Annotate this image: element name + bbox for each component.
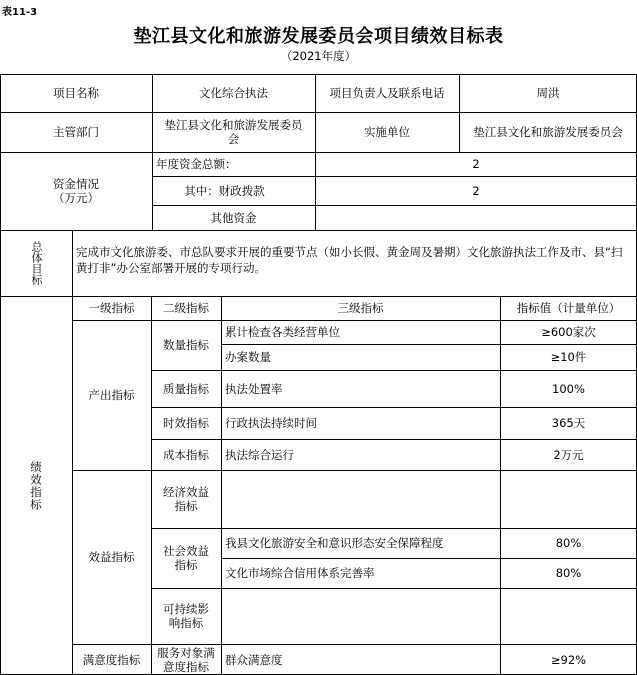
grid-line [0, 296, 637, 297]
indicator-name: 我县文化旅游安全和意识形态安全保障程度 [225, 536, 444, 550]
header-value: 指标值（计量单位） [516, 301, 621, 315]
other-funds-value [315, 205, 637, 230]
header-level2: 二级指标 [163, 301, 209, 315]
quality-indicators-label: 质量指标 [163, 381, 209, 396]
indicator-name: 行政执法持续时间 [225, 416, 317, 430]
grid-line [0, 152, 637, 153]
grid-line [500, 296, 501, 675]
indicator-value [500, 470, 637, 528]
header-level1: 一级指标 [88, 301, 135, 315]
service-satisfaction-label: 服务对象满意度指标 [157, 645, 215, 674]
table-number: 表11-3 [2, 7, 38, 18]
dept-label: 主管部门 [53, 125, 99, 139]
grid-line [221, 296, 222, 675]
grid-line [0, 74, 637, 75]
grid-line [152, 74, 153, 230]
sustainability-label: 可持续影响指标 [163, 602, 209, 630]
fiscal-funds-label: 其中：财政拨款 [184, 183, 265, 198]
indicator-value: 80% [555, 566, 582, 580]
overall-goal-text: 完成市文化旅游委、市总队要求开展的重要节点（如小长假、黄金周及暑期）文化旅游执法工作及市、县“扫黄打非”办公室部署开展的专项行动。 [76, 245, 623, 275]
fiscal-funds-value: 2 [472, 183, 480, 198]
indicator-value: 2万元 [553, 447, 584, 462]
page-subtitle: （2021年度） [280, 49, 357, 63]
grid-line [72, 470, 637, 471]
grid-line [0, 74, 1, 675]
overall-goal-label: 总体目标 [30, 241, 43, 285]
grid-line [0, 112, 637, 113]
satisfaction-indicators-label: 满意度指标 [82, 652, 141, 667]
page-title: 垫江县文化和旅游发展委员会项目绩效目标表 [133, 26, 504, 47]
project-leader-label: 项目负责人及联系电话 [329, 86, 445, 100]
indicator-name [221, 588, 500, 644]
header-level3: 三级指标 [337, 301, 384, 315]
indicator-value: ≥10件 [550, 350, 587, 364]
indicator-value: 80% [555, 536, 582, 550]
indicator-value: ≥600家次 [541, 325, 596, 339]
dept-value: 垫江县文化和旅游发展委员会 [164, 118, 303, 146]
indicator-value: 100% [552, 381, 585, 396]
indicator-name: 执法处置率 [225, 381, 283, 396]
grid-line [72, 644, 637, 645]
grid-line [221, 344, 637, 345]
output-indicators-label: 产出指标 [88, 388, 135, 402]
grid-line [315, 74, 316, 230]
indicator-value: 365天 [551, 416, 586, 430]
indicator-name: 累计检查各类经营单位 [225, 325, 340, 339]
grid-line [221, 558, 637, 559]
grid-line [72, 320, 637, 321]
cost-indicators-label: 成本指标 [163, 447, 209, 462]
project-name-value: 文化综合执法 [199, 86, 268, 100]
grid-line [459, 74, 460, 152]
annual-funds-label: 年度资金总额： [156, 157, 237, 171]
grid-line [151, 439, 637, 440]
perf-indicators-label: 绩效指标 [29, 460, 43, 511]
economic-benefit-label: 经济效益指标 [163, 485, 209, 513]
grid-line [151, 370, 637, 371]
impl-unit-value: 垫江县文化和旅游发展委员会 [473, 125, 623, 139]
indicator-name [221, 470, 500, 528]
grid-line [72, 230, 73, 675]
grid-line [151, 528, 637, 529]
indicator-name: 办案数量 [225, 350, 271, 364]
social-benefit-label: 社会效益指标 [163, 544, 209, 572]
indicator-value [500, 588, 637, 644]
grid-line [152, 205, 637, 206]
grid-line [151, 588, 637, 589]
other-funds-label: 其他资金 [210, 210, 257, 225]
grid-line [151, 296, 152, 675]
indicator-name: 执法综合运行 [225, 447, 294, 462]
project-leader-value: 周洪 [536, 86, 560, 100]
quantity-indicators-label: 数量指标 [163, 338, 209, 352]
benefit-indicators-label: 效益指标 [88, 550, 135, 564]
grid-line [151, 407, 637, 408]
impl-unit-label: 实施单位 [364, 125, 410, 139]
indicator-name: 群众满意度 [225, 652, 283, 667]
funds-label: 资金情况 （万元） [53, 177, 99, 205]
grid-line [152, 176, 637, 177]
indicator-value: ≥92% [550, 652, 587, 667]
indicator-name: 文化市场综合信用体系完善率 [225, 566, 375, 580]
annual-funds-value: 2 [472, 157, 480, 171]
grid-line [0, 230, 637, 231]
time-indicators-label: 时效指标 [163, 416, 209, 430]
project-name-label: 项目名称 [53, 86, 99, 100]
